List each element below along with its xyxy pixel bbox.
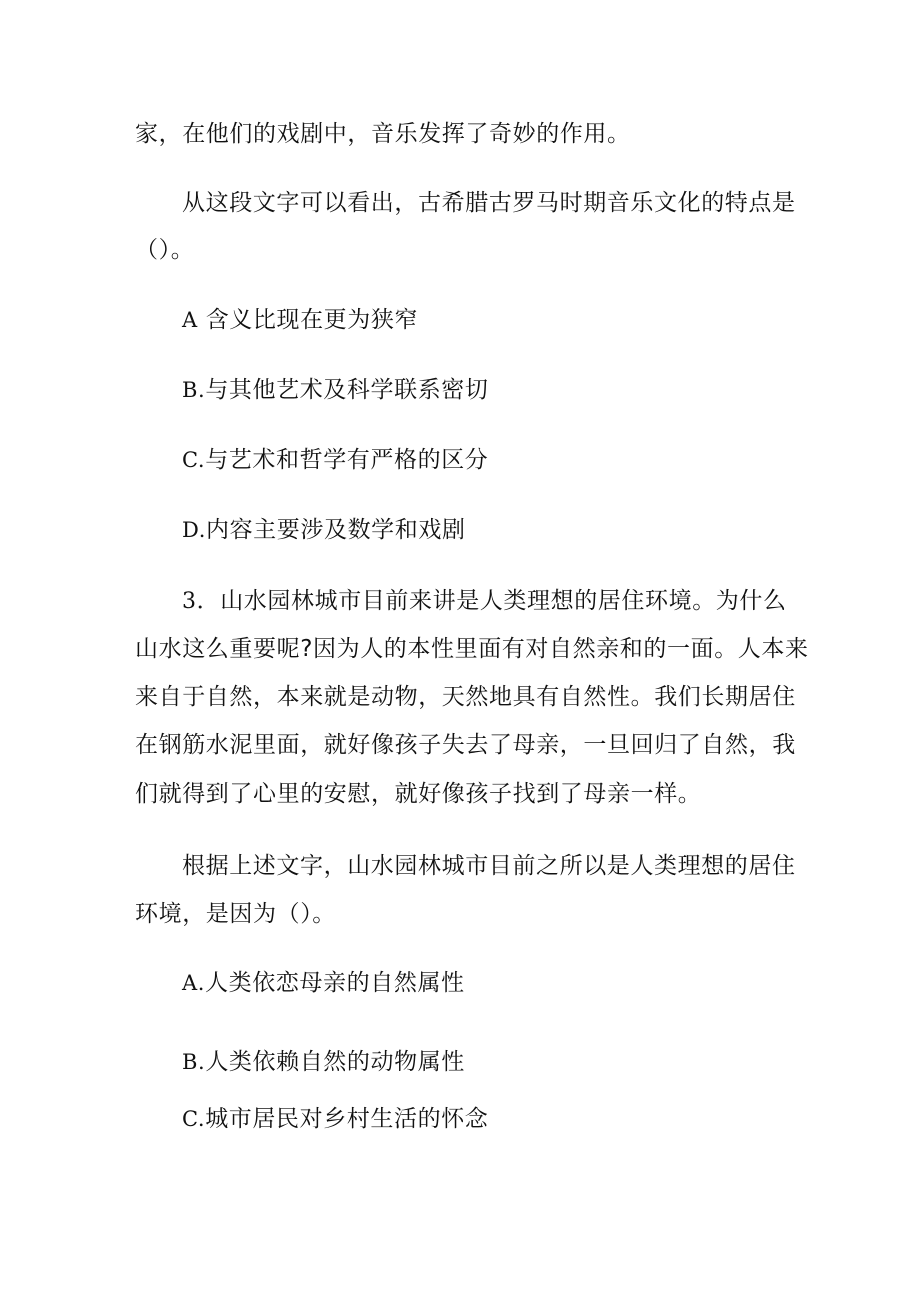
option-text: 与其他艺术及科学联系密切 [205, 377, 489, 403]
question2-option-b [182, 373, 842, 408]
option-letter: C. [182, 448, 206, 472]
option-letter: A. [182, 971, 206, 995]
question2-option-d [182, 513, 842, 548]
question3-option-b [182, 1045, 842, 1080]
option-text: 人类依恋母亲的自然属性 [205, 970, 465, 996]
question2-option-a [182, 303, 842, 338]
option-text: 人类依赖自然的动物属性 [205, 1049, 465, 1075]
question2-stem-line2: （）。 [135, 237, 195, 263]
question-number: 3 [182, 589, 197, 614]
question3-stem-line2: 环境，是因为（）。 [135, 901, 336, 927]
question3-passage-line4: 在钢筋水泥里面，就好像孩子失去了母亲，一旦回归了自然，我 [135, 732, 796, 758]
option-text: 内容主要涉及数学和戏剧 [205, 517, 466, 543]
question3-stem-line1: 根据上述文字，山水园林城市目前之所以是人类理想的居住 [182, 853, 796, 879]
question3-passage-line1 [182, 584, 842, 619]
question3-option-a [182, 966, 842, 1001]
question2-option-c [182, 443, 842, 478]
option-letter: B. [182, 1050, 206, 1074]
option-letter: D. [182, 518, 206, 542]
option-text: 城市居民对乡村生活的怀念 [205, 1106, 489, 1132]
passage-text: ．山水园林城市目前来讲是人类理想的居住环境。为什么 [196, 588, 787, 614]
question3-option-c [182, 1102, 842, 1137]
passage-tail-line: 家，在他们的戏剧中，音乐发挥了奇妙的作用。 [135, 121, 631, 147]
option-letter: C. [182, 1107, 206, 1131]
option-letter: B. [182, 378, 206, 402]
question3-passage-line2: 山水这么重要呢?因为人的本性里面有对自然亲和的一面。人本来 [135, 636, 809, 662]
question2-stem-line1: 从这段文字可以看出，古希腊古罗马时期音乐文化的特点是 [182, 190, 796, 216]
option-text: 含义比现在更为狭窄 [205, 307, 419, 333]
option-text: 与艺术和哲学有严格的区分 [205, 447, 489, 473]
option-letter: A [182, 308, 198, 332]
question3-passage-line3: 来自于自然，本来就是动物，天然地具有自然性。我们长期居住 [135, 684, 796, 710]
question3-passage-line5: 们就得到了心里的安慰，就好像孩子找到了母亲一样。 [135, 781, 702, 807]
